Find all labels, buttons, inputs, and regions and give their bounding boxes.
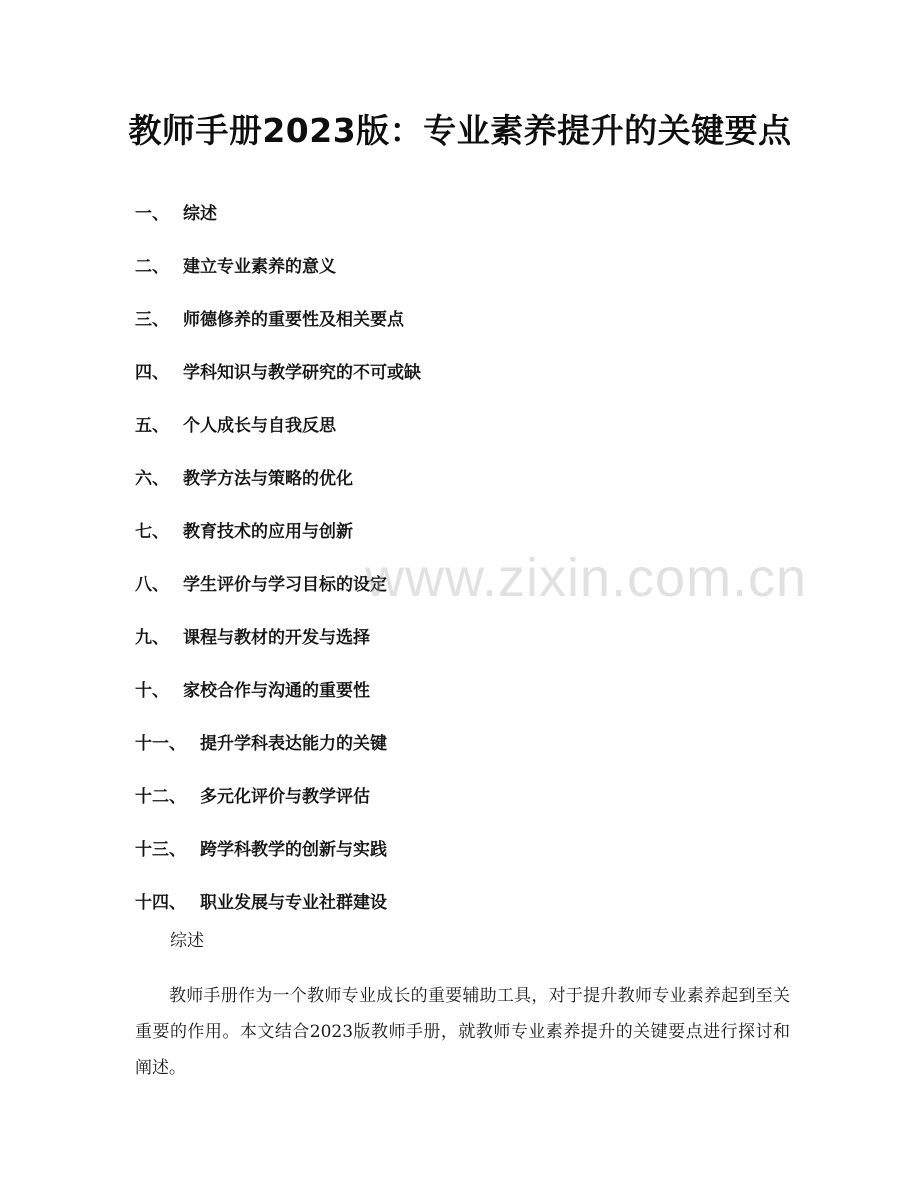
toc-item-text: 课程与教材的开发与选择 — [183, 628, 370, 648]
toc-item — [135, 609, 795, 662]
toc-item-number: 七、 — [135, 522, 169, 542]
toc-item — [135, 450, 795, 503]
toc-item — [135, 344, 795, 397]
body-paragraph: 教师手册作为一个教师专业成长的重要辅助工具，对于提升教师专业素养起到至关重要的作用。本文结合2023版教师手册，就教师专业素养提升的关键要点进行探讨和阐述。 — [135, 986, 790, 1078]
toc-item-text: 多元化评价与教学评估 — [200, 787, 370, 807]
toc-item-number: 一、 — [135, 204, 169, 224]
toc-item-text: 教育技术的应用与创新 — [183, 522, 353, 542]
toc-item-text: 教学方法与策略的优化 — [183, 469, 353, 489]
document-title: 教师手册2023版：专业素养提升的关键要点 — [128, 111, 792, 150]
toc-item-number: 三、 — [135, 310, 169, 330]
toc-item — [135, 874, 795, 927]
toc-item-text: 个人成长与自我反思 — [183, 416, 336, 436]
toc-item-number: 十一、 — [135, 734, 186, 754]
toc-item-text: 师德修养的重要性及相关要点 — [183, 310, 404, 330]
toc-item — [135, 397, 795, 450]
toc-item — [135, 662, 795, 715]
toc-item-number: 十二、 — [135, 787, 186, 807]
toc-item-number: 十四、 — [135, 893, 186, 913]
toc-item-text: 综述 — [183, 204, 217, 224]
toc-item-number: 十、 — [135, 681, 169, 701]
watermark: www.zixin.com.cn — [365, 548, 808, 608]
toc-item-number: 四、 — [135, 363, 169, 383]
table-of-contents — [135, 185, 795, 927]
toc-item — [135, 238, 795, 291]
toc-item-text: 家校合作与沟通的重要性 — [183, 681, 370, 701]
toc-item-text: 学生评价与学习目标的设定 — [183, 575, 387, 595]
section-heading: 综述 — [170, 931, 204, 951]
toc-item — [135, 821, 795, 874]
toc-item-text: 学科知识与教学研究的不可或缺 — [183, 363, 421, 383]
toc-item-number: 九、 — [135, 628, 169, 648]
toc-item — [135, 715, 795, 768]
toc-item-number: 二、 — [135, 257, 169, 277]
toc-item-number: 五、 — [135, 416, 169, 436]
toc-item — [135, 556, 795, 609]
toc-item-text: 职业发展与专业社群建设 — [200, 893, 387, 913]
toc-item-text: 提升学科表达能力的关键 — [200, 734, 387, 754]
toc-item — [135, 768, 795, 821]
toc-item-text: 建立专业素养的意义 — [183, 257, 336, 277]
toc-item-text: 跨学科教学的创新与实践 — [200, 840, 387, 860]
toc-item — [135, 291, 795, 344]
toc-item-number: 八、 — [135, 575, 169, 595]
toc-item-number: 十三、 — [135, 840, 186, 860]
toc-item-number: 六、 — [135, 469, 169, 489]
toc-item — [135, 503, 795, 556]
toc-item — [135, 185, 795, 238]
